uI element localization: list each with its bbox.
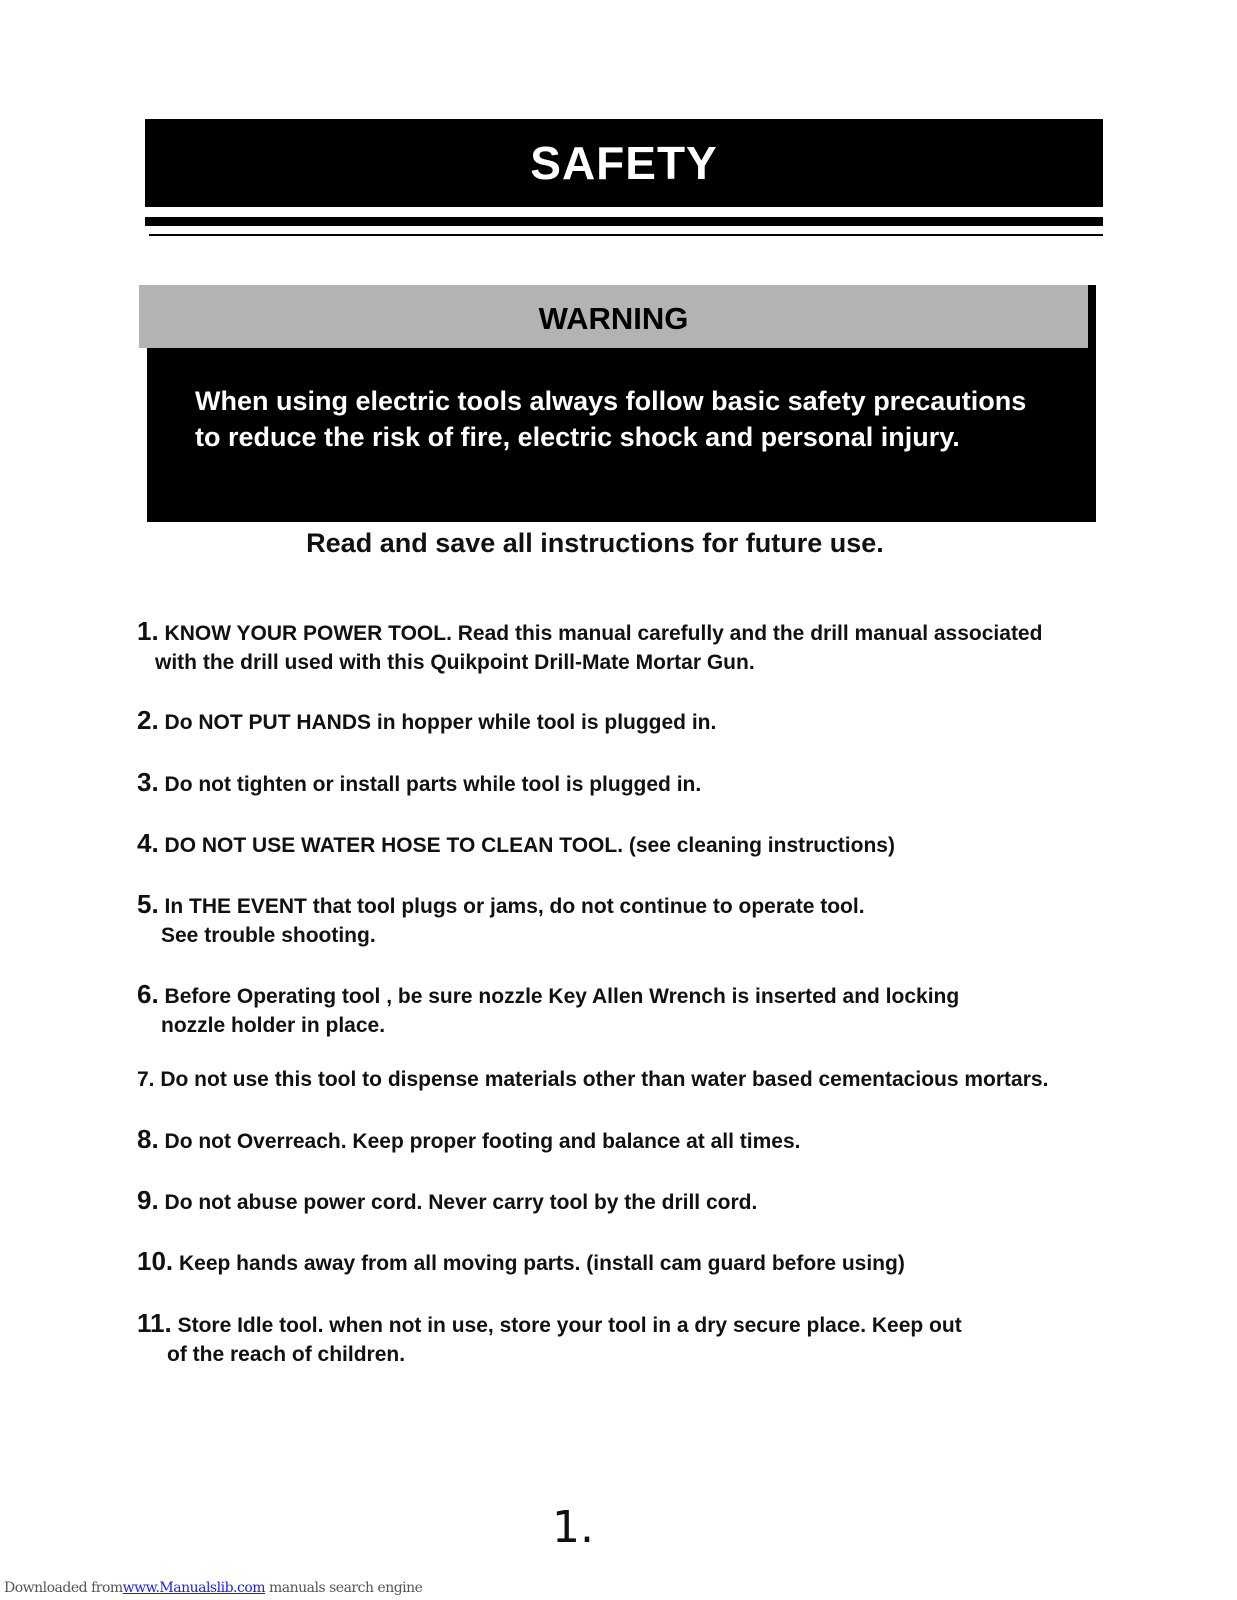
- rule-number: 4.: [137, 828, 159, 858]
- rule-number: 6.: [137, 979, 159, 1009]
- rule-number: 8.: [137, 1124, 159, 1154]
- list-item: [137, 890, 1107, 950]
- list-item: [137, 1065, 1107, 1094]
- rule-text-continued: See trouble shooting.: [161, 924, 376, 947]
- list-item: [137, 1247, 1107, 1278]
- rule-text: Do not use this tool to dispense materials other than water based cementacious mortars.: [160, 1068, 1049, 1091]
- list-item: [137, 617, 1107, 677]
- rule-number: 2.: [137, 705, 159, 735]
- divider-thick: [145, 217, 1103, 226]
- list-item: [137, 768, 1107, 799]
- rule-text: Before Operating tool , be sure nozzle Key Allen Wrench is inserted and locking: [164, 985, 960, 1008]
- footer: [4, 1580, 422, 1596]
- rule-text: DO NOT USE WATER HOSE TO CLEAN TOOL. (see cleaning instructions): [164, 834, 895, 857]
- rule-number: 5.: [137, 889, 159, 919]
- page-number: 1.: [552, 1502, 594, 1553]
- warning-box: [147, 285, 1096, 522]
- rule-number: 11.: [137, 1308, 172, 1338]
- rule-text: Do NOT PUT HANDS in hopper while tool is plugged in.: [164, 711, 717, 734]
- rule-number: 7.: [137, 1068, 155, 1091]
- rule-text-continued: nozzle holder in place.: [161, 1014, 386, 1037]
- rule-text: Store Idle tool. when not in use, store your tool in a dry secure place. Keep out: [177, 1314, 962, 1337]
- rule-text: Keep hands away from all moving parts. (install cam guard before using): [179, 1252, 905, 1275]
- rule-number: 9.: [137, 1185, 159, 1215]
- rule-number: 3.: [137, 767, 159, 797]
- rule-text: Do not abuse power cord. Never carry tool by the drill cord.: [164, 1191, 758, 1214]
- read-save-notice: Read and save all instructions for future use.: [306, 528, 884, 558]
- rule-text-continued: of the reach of children.: [167, 1343, 406, 1366]
- footer-prefix: Downloaded from: [4, 1580, 123, 1596]
- list-item: [137, 1309, 1107, 1369]
- warning-text: [195, 383, 1075, 455]
- rule-text: In THE EVENT that tool plugs or jams, do not continue to operate tool.: [164, 895, 865, 918]
- rule-text: Do not Overreach. Keep proper footing and balance at all times.: [164, 1130, 801, 1153]
- divider-thin: [149, 234, 1103, 236]
- warning-line-2: to reduce the risk of fire, electric shock and personal injury.: [195, 422, 960, 452]
- warning-line-1: When using electric tools always follow basic safety precautions: [195, 386, 1027, 416]
- manualslib-link[interactable]: www.Manualslib.com: [122, 1580, 266, 1596]
- rule-text-continued: with the drill used with this Quikpoint Drill-Mate Mortar Gun.: [155, 651, 755, 674]
- rule-text: KNOW YOUR POWER TOOL. Read this manual carefully and the drill manual associated: [164, 622, 1043, 645]
- rule-number: 1.: [137, 616, 159, 646]
- list-item: [137, 706, 1107, 737]
- rule-text: Do not tighten or install parts while tool is plugged in.: [164, 773, 702, 796]
- list-item: [137, 1125, 1107, 1156]
- list-item: [137, 1186, 1107, 1217]
- page-title: SAFETY: [145, 119, 1103, 207]
- footer-suffix: manuals search engine: [265, 1580, 423, 1596]
- list-item: [137, 829, 1107, 860]
- warning-heading: WARNING: [139, 285, 1088, 348]
- list-item: [137, 980, 1107, 1040]
- rule-number: 10.: [137, 1246, 174, 1276]
